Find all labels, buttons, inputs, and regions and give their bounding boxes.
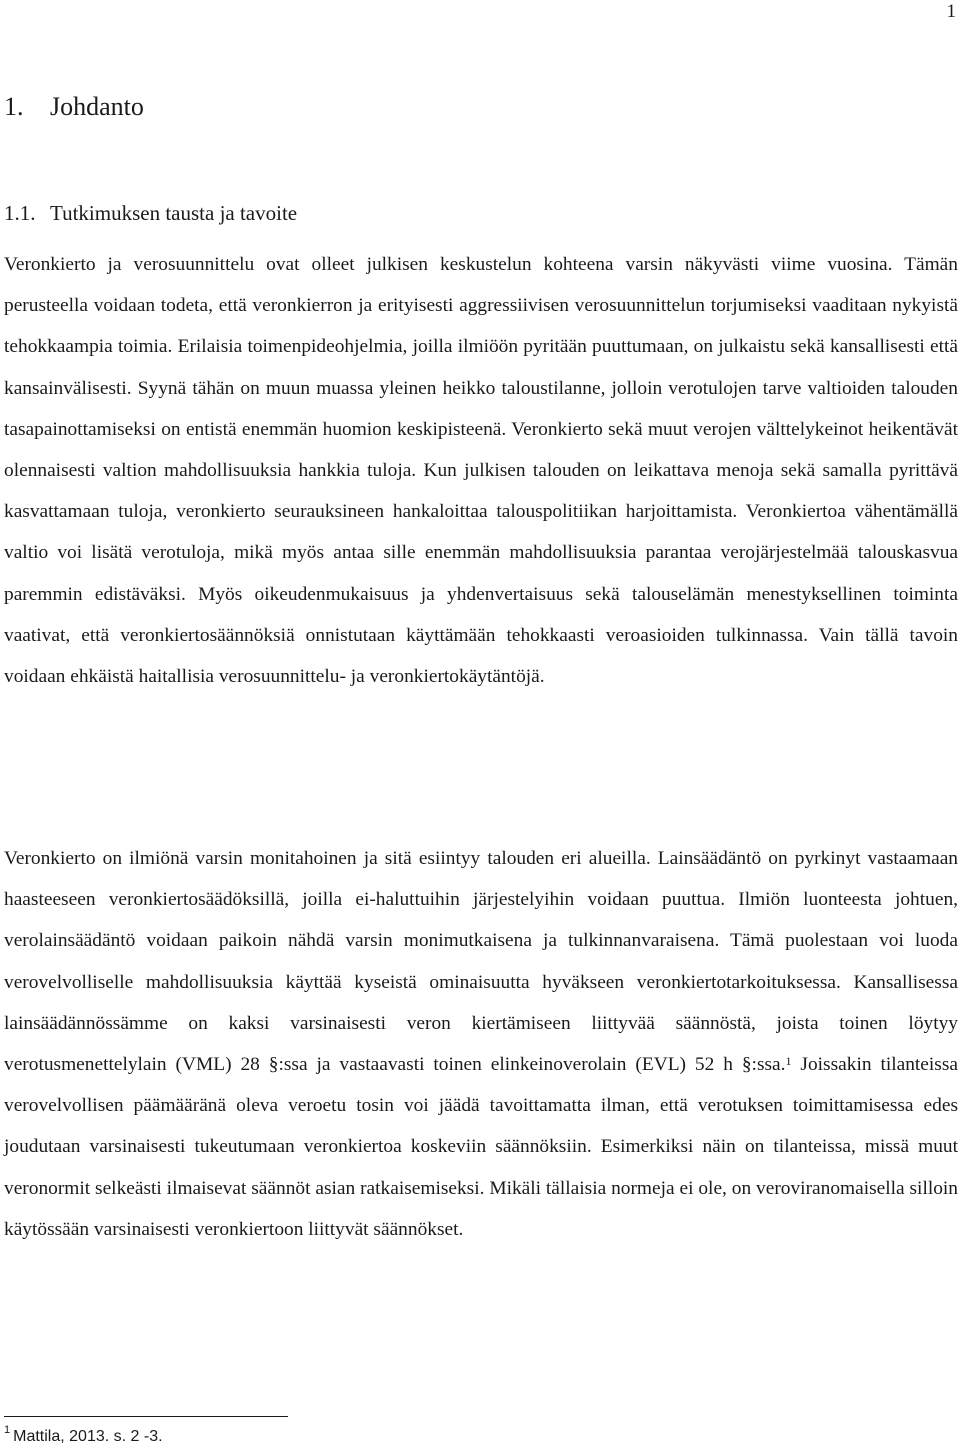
body-paragraph-1: Veronkierto ja verosuunnittelu ovat olleet julkisen keskustelun kohteena varsin näkyvästi viime vuosina. Tämän perusteella voidaan todeta, että veronkierron ja erityisesti aggressiivisen verosuunnittelun torjumiseksi vaaditaan nykyistä tehokkaampia toimia. Erilaisia toimenpideohjelmia, joilla ilmiöön pyritään puuttumaan, on julkaistu sekä kansallisesti että kansainvälisesti. Syynä tähän on muun muassa yleinen heikko taloustilanne, jolloin verotulojen tarve valtioiden talouden tasapainottamiseksi on entistä enemmän huomion keskipisteenä. Veronkierto sekä muut verojen välttelykeinot heikentävät olennaisesti valtion mahdollisuuksia hankkia tuloja. Kun julkisen talouden on leikattava menoja sekä samalla pyrittävä kasvattamaan tuloja, veronkierto seurauksineen hankaloittaa talouspolitiikan harjoittamista. Veronkiertoa vähentämällä valtio voi lisätä verotuloja, mikä myös antaa sille enemmän mahdollisuuksia parantaa verojärjestelmää talouskasvua paremmin edistäväksi. Myös oikeudenmukaisuus ja yhdenvertaisuus sekä talouselämän menestyksellinen toiminta vaativat, että veronkiertosäännöksiä onnistutaan käyttämään tehokkaasti veroasioiden tulkinnassa. Vain tällä tavoin voidaan ehkäistä haitallisia verosuunnittelu- ja veronkiertokäytäntöjä. (4, 254, 958, 688)
section-heading (4, 201, 297, 226)
paragraph-2-text-a: Veronkierto on ilmiönä varsin monitahoinen ja sitä esiintyy talouden eri alueilla. Lainsäädäntö on pyrkinyt vastaamaan haasteeseen veronkiertosäädöksillä, joilla ei-haluttuihin järjestelyihin voidaan puuttua. Ilmiön luonteesta johtuen, verolainsäädäntö voidaan paikoin nähdä varsin monimutkaisena ja tulkinnanvaraisena. Tämä puolestaan voi luoda verovelvolliselle mahdollisuuksia käyttää kyseistä ominaisuutta hyväkseen veronkiertotarkoituksessa. Kansallisessa lainsäädännössämme on kaksi varsinaisesti veron kiertämiseen liittyvää säännöstä, joista toinen löytyy verotusmenettelylain (VML) 28 §:ssa ja vastaavasti toinen elinkeinoverolain (EVL) 52 h §:ssa. (4, 848, 958, 1076)
section-title: Tutkimuksen tausta ja tavoite (50, 201, 298, 225)
footnote (4, 1424, 163, 1446)
footnote-text: Mattila, 2013. s. 2 -3. (13, 1428, 163, 1445)
page-number: 1 (946, 1, 956, 22)
footnote-mark: 1 (4, 1424, 11, 1436)
footnote-separator (4, 1416, 288, 1417)
section-number: 1.1. (4, 201, 36, 225)
paragraph-2-text-b: Joissakin tilanteissa verovelvollisen päämääränä oleva veroetu tosin voi jäädä tavoittamatta ilman, että verotuksen toimittamisessa edes joudutaan varsinaisesti tukeutumaan veronkiertoa koskeviin säännöksiin. Esimerkiksi näin on tilanteissa, missä muut veronormit selkeästi ilmaisevat säännöt asian ratkaisemiseksi. Mikäli tällaisia normeja ei ole, on veroviranomaisella silloin käytössään varsinaisesti veronkiertoon liittyvät säännökset. (4, 1054, 958, 1240)
body-paragraph-2 (4, 838, 958, 1250)
chapter-title: Johdanto (50, 92, 144, 121)
chapter-heading (4, 92, 144, 122)
chapter-number: 1. (4, 92, 24, 121)
footnote-reference[interactable]: 1 (785, 1054, 792, 1069)
